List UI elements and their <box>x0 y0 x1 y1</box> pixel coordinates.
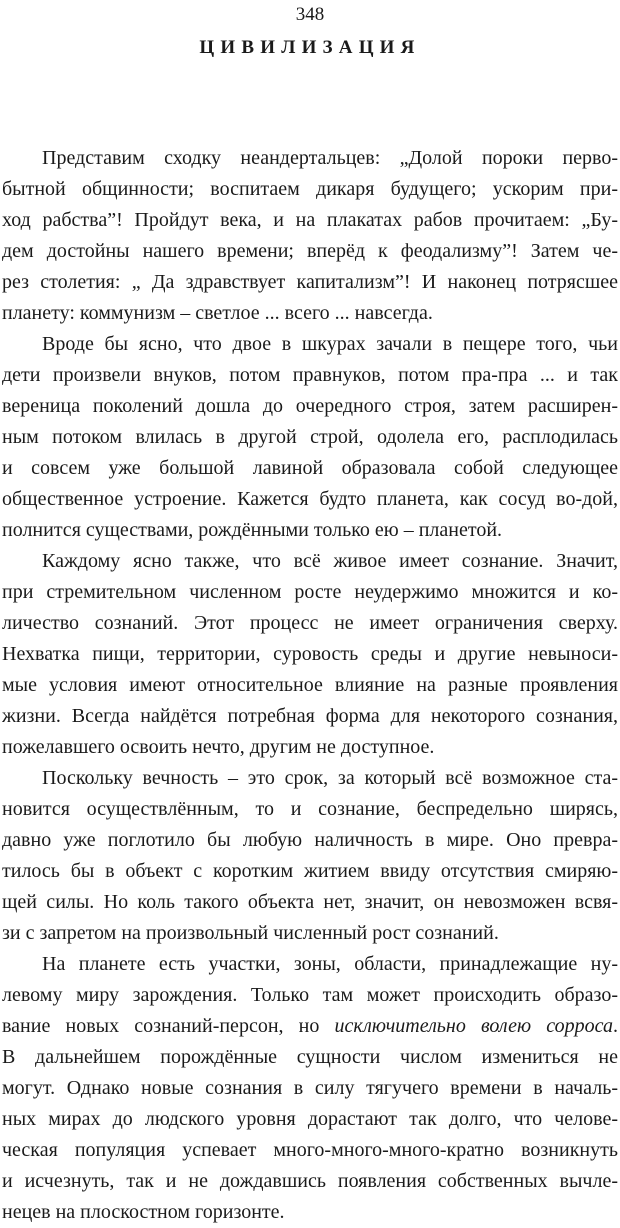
text-line: щей силы. Но коль такого объекта нет, значит, он невозможен всвя- <box>2 891 618 913</box>
body-text <box>2 143 618 1228</box>
text-line: вереница поколений дошла до очередного строя, затем расширен- <box>2 395 618 417</box>
text-line: ческая популяция успевает много-много-много-кратно возникнуть <box>2 1139 618 1161</box>
text-line: общественное устроение. Кажется будто планета, как сосуд во-дой, <box>2 488 618 510</box>
text-line: ным потоком влилась в другой строй, одолела его, расплодилась <box>2 426 618 448</box>
text-line: дети произвели внуков, потом правнуков, потом пра-пра ... и так <box>2 364 618 386</box>
text-line: Поскольку вечность – это срок, за который всё возможное ста- <box>42 767 618 789</box>
text-line: мые условия имеют относительное влияние на разные проявления <box>2 674 618 696</box>
text-line: ных мирах до людского уровня дорастают так долго, что челове- <box>2 1108 618 1130</box>
text-line <box>2 1011 618 1042</box>
paragraph <box>2 949 618 1228</box>
text-line: рез столетия: „ Да здравствует капитализм”! И наконец потрясшее <box>2 271 618 293</box>
text-run: . <box>613 1015 618 1037</box>
text-line: Вроде бы ясно, что двое в шкурах зачали в пещере того, чьи <box>42 333 618 355</box>
text-line: бытной общинности; воспитаем дикаря будущего; ускорим при- <box>2 178 618 200</box>
text-line: Каждому ясно также, что всё живое имеет сознание. Значит, <box>42 550 618 572</box>
text-line: нецев на плоскостном горизонте. <box>2 1201 285 1223</box>
text-line: В дальнейшем порождённые сущности числом измениться не <box>2 1046 618 1068</box>
text-line: ход рабства”! Пройдут века, и на плакатах рабов прочитаем: „Бу- <box>2 209 618 231</box>
text-line: На планете есть участки, зоны, области, принадлежащие ну- <box>42 953 618 975</box>
text-line: пожелавшего освоить нечто, другим не доступное. <box>2 736 435 758</box>
text-line: могут. Однако новые сознания в силу тягучего времени в началь- <box>2 1077 618 1099</box>
text-line: полнится существами, рождёнными только ею – планетой. <box>2 519 503 541</box>
text-line: зи с запретом на произвольный численный рост сознаний. <box>2 922 499 944</box>
text-line: и совсем уже большой лавиной образовала собой следующее <box>2 457 618 479</box>
paragraph <box>2 329 618 546</box>
text-line: Представим сходку неандертальцев: „Долой пороки перво- <box>42 147 618 169</box>
text-line: новится осуществлённым, то и сознание, беспредельно ширясь, <box>2 798 618 820</box>
text-line: левому миру зарождения. Только там может происходить образо- <box>2 984 618 1006</box>
text-run: вание новых сознаний-персон, но <box>2 1015 335 1037</box>
paragraph <box>2 143 618 329</box>
text-line: Нехватка пищи, территории, суровость среды и другие невыноси- <box>2 643 618 665</box>
paragraph <box>2 763 618 949</box>
text-line: давно уже поглотило бы любую наличность в мире. Оно превра- <box>2 829 618 851</box>
text-line: дем достойны нашего времени; вперёд к феодализму”! Затем че- <box>2 240 618 262</box>
text-line: и исчезнуть, так и не дождавшись появления собственных вычле- <box>2 1170 618 1192</box>
text-line: планету: коммунизм – светлое ... всего ... навсегда. <box>2 302 433 324</box>
text-line: при стремительном численном росте неудержимо множится и ко- <box>2 581 618 603</box>
text-line: жизни. Всегда найдётся потребная форма для некоторого сознания, <box>2 705 618 727</box>
page-number: 348 <box>295 4 325 25</box>
emphasis-text: исключительно волею сорроса <box>334 1015 613 1037</box>
text-line: личество сознаний. Этот процесс не имеет ограничения сверху. <box>2 612 618 634</box>
paragraph <box>2 546 618 763</box>
text-line: тилось бы в объект с коротким житием ввиду отсутствия смиряю- <box>2 860 618 882</box>
chapter-title: ЦИВИЛИЗАЦИЯ <box>199 37 421 58</box>
